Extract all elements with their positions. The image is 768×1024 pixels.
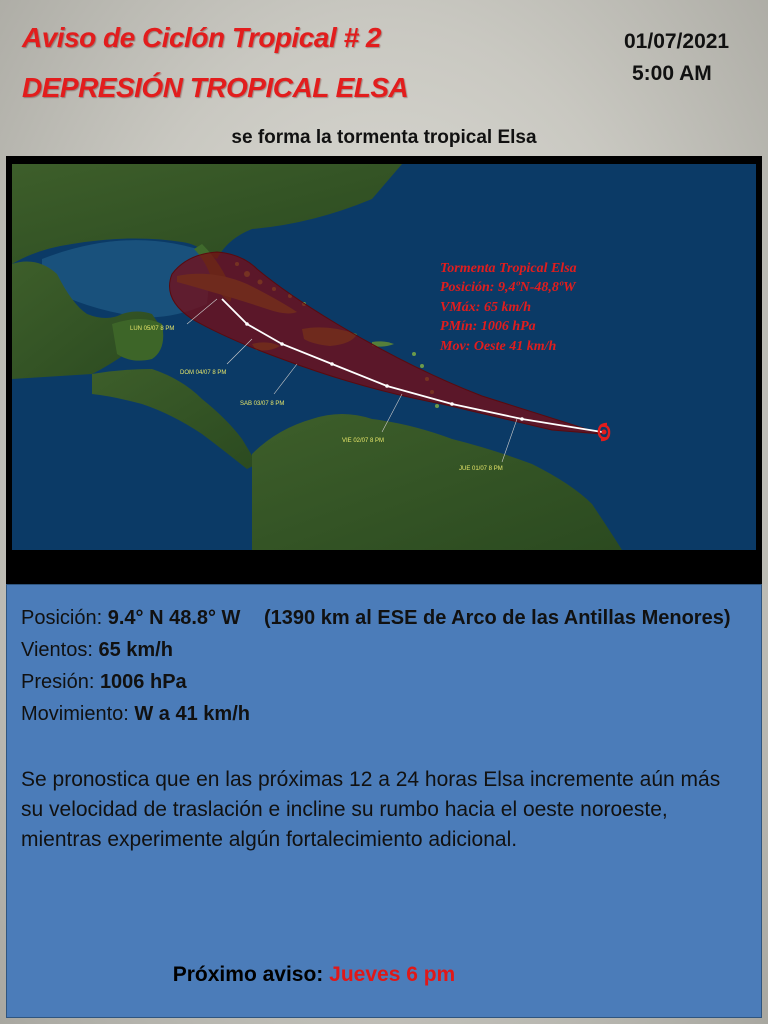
- bulletin-title: Aviso de Ciclón Tropical # 2: [22, 22, 381, 53]
- next-advisory: [7, 963, 761, 987]
- winds-row: [21, 639, 173, 662]
- position-row: [21, 607, 730, 630]
- storm-info-pmin: PMín: 1006 hPa: [440, 319, 536, 334]
- movement-row: [21, 703, 250, 726]
- forecast-label-dom: DOM 04/07 8 PM: [180, 370, 227, 376]
- pressure-value: 1006 hPa: [99, 671, 187, 693]
- storm-info-movement: Mov: Oeste 41 km/h: [440, 339, 557, 354]
- position-label: Posición:: [21, 607, 103, 629]
- pressure-row: [21, 671, 187, 694]
- forecast-label-vie: VIE 02/07 8 PM: [342, 438, 385, 444]
- forecast-map: [12, 164, 756, 550]
- bulletin-date: 01/07/2021: [624, 30, 730, 53]
- storm-info-position: Posición: 9,4ºN-48,8ºW: [440, 280, 576, 295]
- winds-label: Vientos:: [21, 639, 93, 661]
- forecast-text: Se pronostica que en las próximas 12 a 24 horas Elsa incremente aún más su velocidad de traslación e incline su rumbo hacia el oeste noroeste, mientras experimente algún fortalecimiento adicional.: [21, 768, 721, 851]
- position-value: 9.4° N 48.8° W: [107, 607, 241, 629]
- movement-value: W a 41 km/h: [134, 703, 250, 725]
- pressure-label: Presión:: [21, 671, 95, 693]
- storm-info-vmax: VMáx: 65 km/h: [440, 300, 532, 315]
- position-extra: (1390 km al ESE de Arco de las Antillas Menores): [264, 607, 731, 629]
- bulletin-time: 5:00 AM: [632, 62, 712, 85]
- forecast-label-sab: SAB 03/07 8 PM: [240, 401, 285, 407]
- forecast-label-jue: JUE 01/07 8 PM: [459, 466, 503, 472]
- storm-title: DEPRESIÓN TROPICAL ELSA: [22, 72, 409, 103]
- forecast-label-lun: LUN 05/07 8 PM: [130, 326, 175, 332]
- movement-label: Movimiento:: [21, 703, 129, 725]
- info-panel: [6, 584, 762, 1018]
- bulletin-subtitle: se forma la tormenta tropical Elsa: [231, 127, 537, 148]
- winds-value: 65 km/h: [98, 639, 173, 661]
- next-advisory-label: Próximo aviso:: [172, 963, 324, 986]
- next-advisory-value: Jueves 6 pm: [329, 963, 456, 986]
- storm-info-name: Tormenta Tropical Elsa: [440, 261, 577, 276]
- forecast-map-frame: [6, 156, 762, 584]
